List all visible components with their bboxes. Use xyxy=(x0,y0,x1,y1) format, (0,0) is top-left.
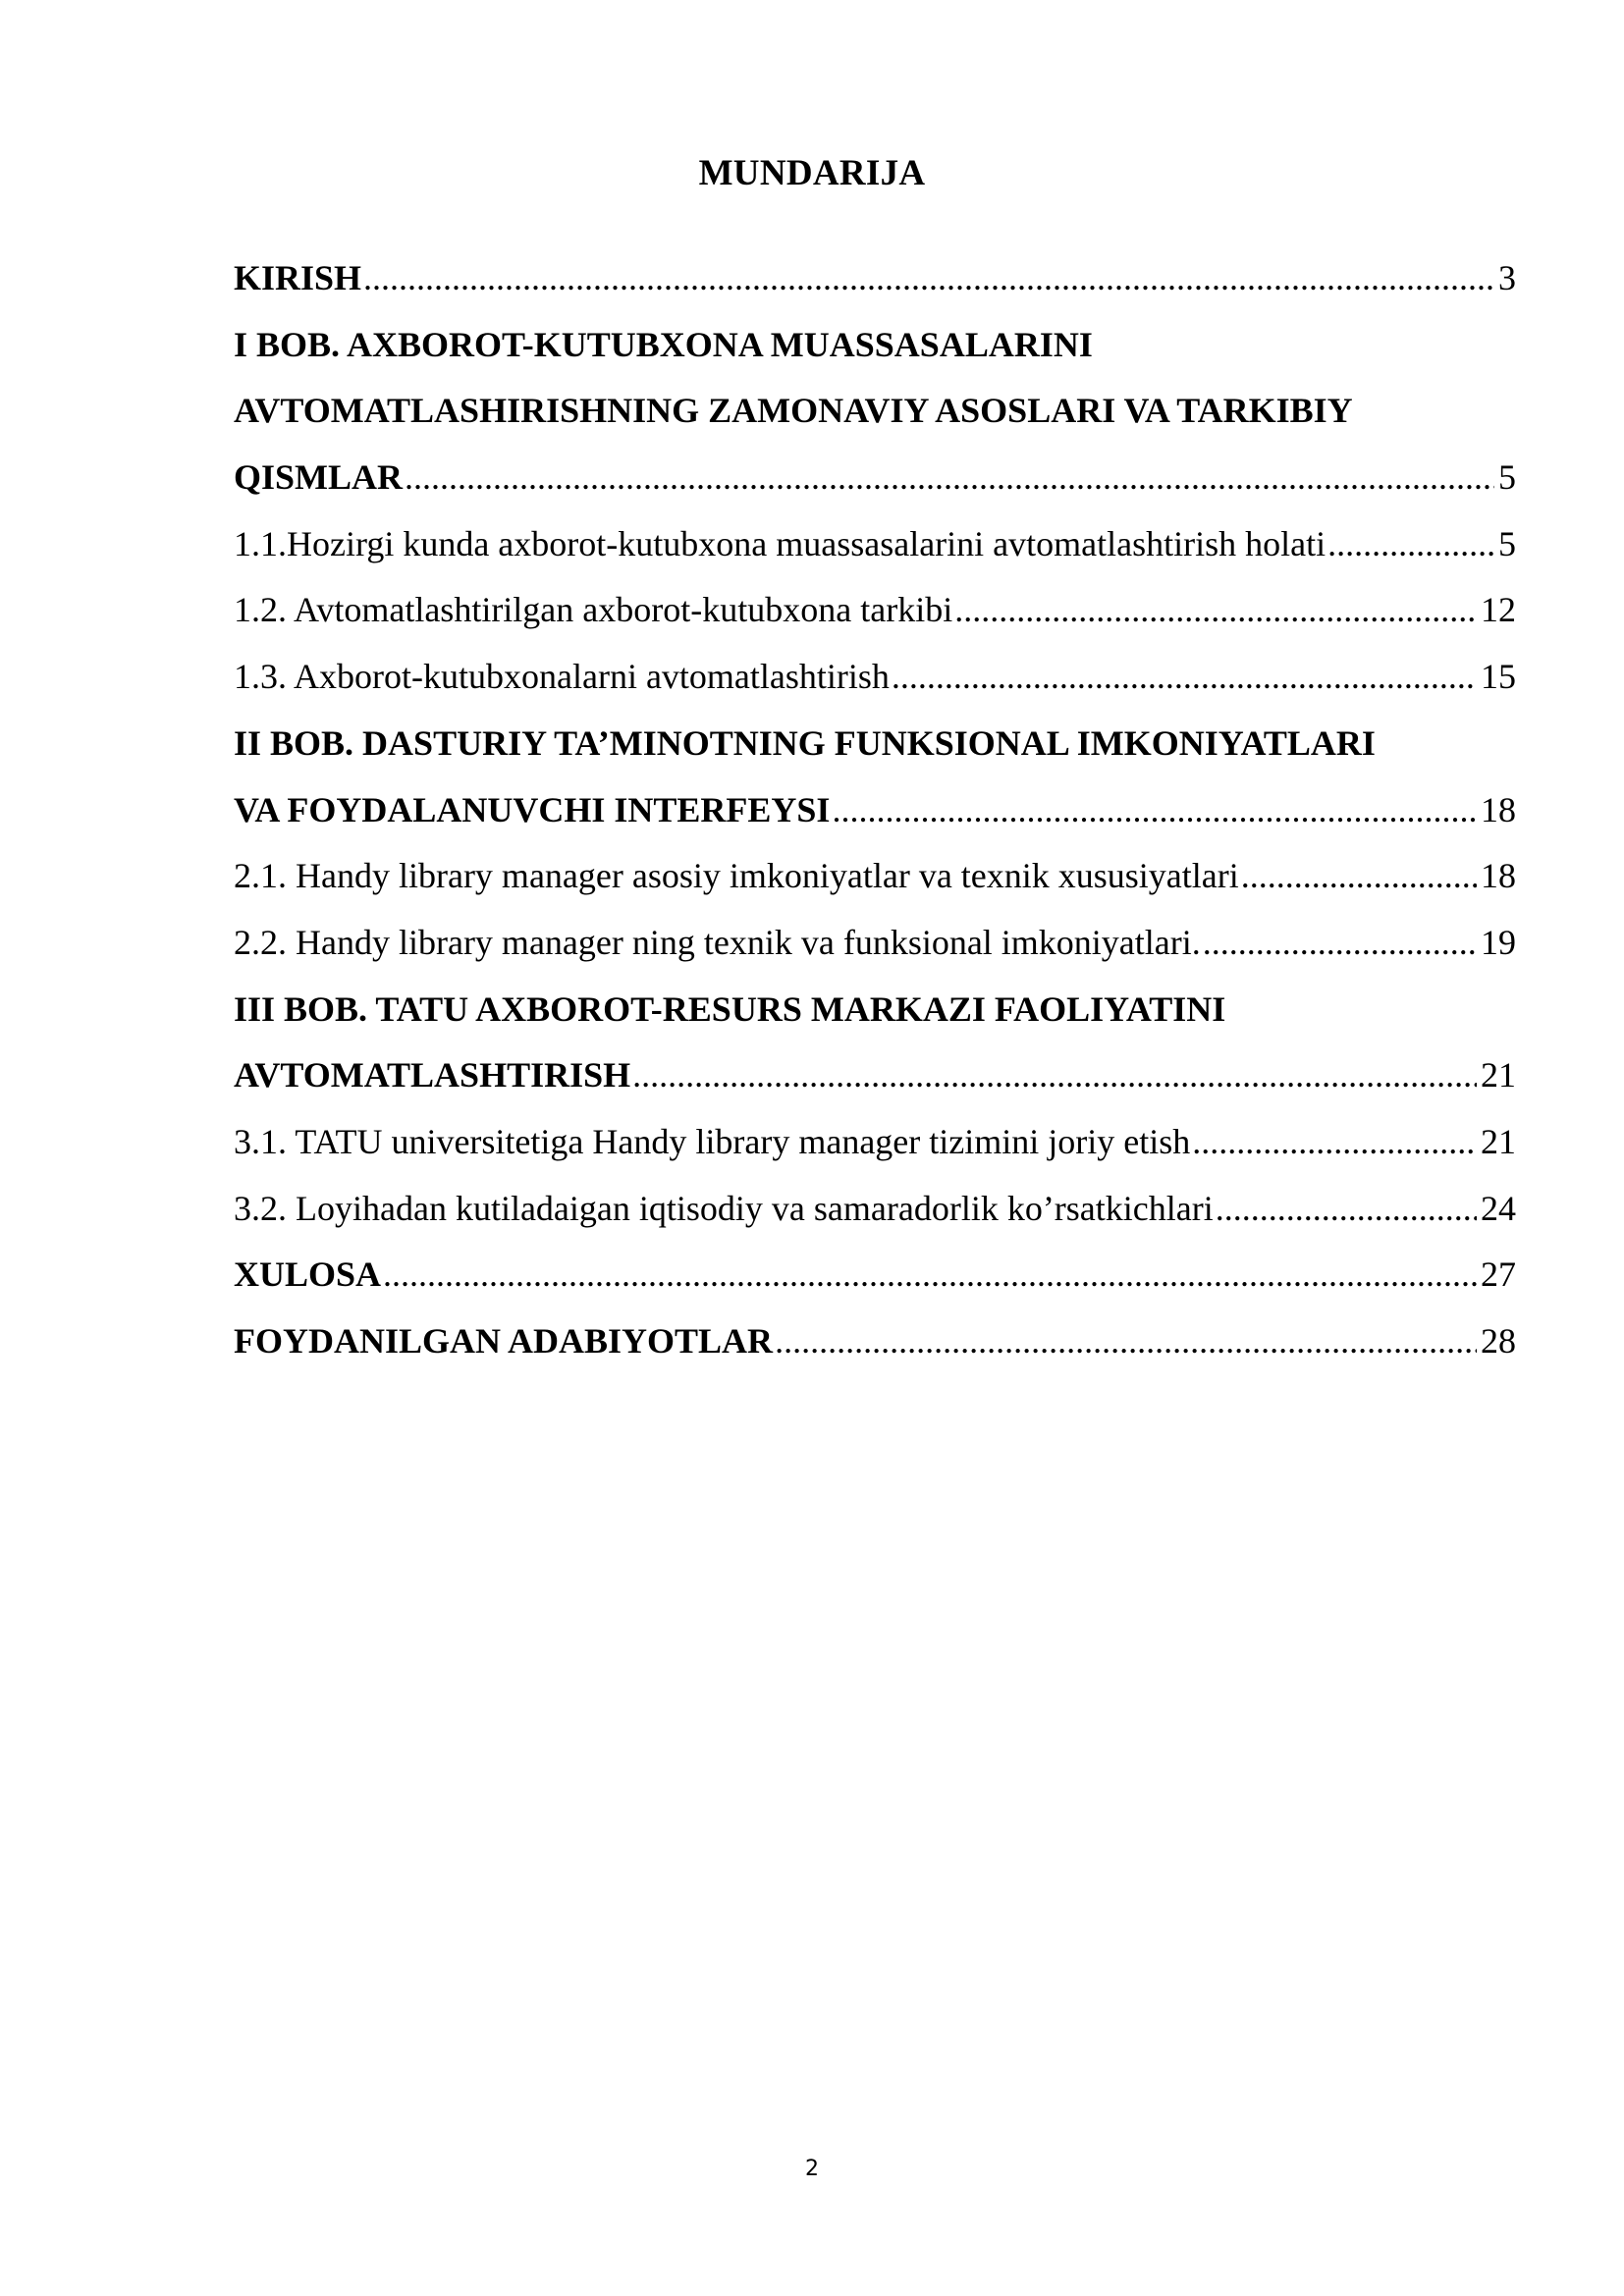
toc-entry[interactable] xyxy=(234,1308,1516,1375)
toc-leader-dots xyxy=(1241,843,1477,910)
toc-entry[interactable] xyxy=(234,1242,1516,1308)
toc-leader-dots xyxy=(383,1242,1477,1308)
toc-entry-page: 28 xyxy=(1481,1321,1516,1361)
toc-entry-text: 3.2. Loyihadan kutiladaigan iqtisodiy va samaradorlik ko’rsatkichlari xyxy=(234,1188,1214,1228)
toc-title: MUNDARIJA xyxy=(698,153,926,193)
toc-entry-page: 18 xyxy=(1481,789,1516,829)
toc-entry-text: I BOB. AXBOROT-KUTUBXONA MUASSASALARINI xyxy=(234,324,1093,364)
toc-leader-dots xyxy=(405,445,1494,511)
toc-leader-dots xyxy=(832,777,1477,844)
toc-entry-text: 1.2. Avtomatlashtirilgan axborot-kutubxona tarkibi xyxy=(234,590,953,630)
toc-leader-dots xyxy=(1327,511,1494,578)
toc-entry-page: 21 xyxy=(1481,1055,1516,1095)
toc-entry-text: VA FOYDALANUVCHI INTERFEYSI xyxy=(234,789,831,829)
toc-entry-text: 3.1. TATU universitetiga Handy library manager tizimini joriy etish xyxy=(234,1121,1191,1161)
toc-leader-dots xyxy=(632,1042,1477,1109)
toc-entry-page: 24 xyxy=(1481,1188,1516,1228)
toc-entry-text: 1.1.Hozirgi kunda axborot-kutubxona muassasalarini avtomatlashtirish holati xyxy=(234,523,1326,563)
toc-entry[interactable] xyxy=(234,1042,1516,1109)
toc-entry-text: QISMLAR xyxy=(234,457,404,498)
toc-entry-page: 27 xyxy=(1481,1255,1516,1295)
toc-entry-text: FOYDANILGAN ADABIYOTLAR xyxy=(234,1321,774,1361)
toc-entry-page: 12 xyxy=(1481,590,1516,630)
toc-leader-dots xyxy=(363,245,1494,312)
toc-entry-text: AVTOMATLASHTIRISH xyxy=(234,1055,631,1095)
toc-entry-text: XULOSA xyxy=(234,1255,382,1295)
toc-entry[interactable] xyxy=(234,445,1516,511)
toc-entry-text: 2.2. Handy library manager ning texnik va funksional imkoniyatlari. xyxy=(234,922,1201,962)
toc-leader-dots xyxy=(1203,910,1477,977)
toc-entry[interactable] xyxy=(234,312,1516,379)
toc-entry-text: 1.3. Axborot-kutubxonalarni avtomatlashtirish xyxy=(234,657,890,697)
toc-entry-page: 3 xyxy=(1498,258,1516,297)
toc-entry-text: KIRISH xyxy=(234,258,362,297)
page-number: 2 xyxy=(805,2157,819,2181)
toc-entry-text: III BOB. TATU AXBOROT-RESURS MARKAZI FAOLIYATINI xyxy=(234,988,1226,1029)
toc-entry-page: 18 xyxy=(1481,856,1516,896)
toc-entry[interactable] xyxy=(234,644,1516,711)
toc-entry[interactable] xyxy=(234,378,1516,445)
toc-entry[interactable] xyxy=(234,910,1516,977)
toc-entry[interactable] xyxy=(234,1176,1516,1243)
toc-entry[interactable] xyxy=(234,1109,1516,1176)
toc-entry[interactable] xyxy=(234,711,1516,777)
toc-leader-dots xyxy=(1216,1176,1477,1243)
toc-entry[interactable] xyxy=(234,843,1516,910)
table-of-contents xyxy=(234,245,1516,1375)
toc-entry[interactable] xyxy=(234,777,1516,844)
toc-entry-text: AVTOMATLASHIRISHNING ZAMONAVIY ASOSLARI VA TARKIBIY xyxy=(234,391,1353,431)
toc-entry-page: 5 xyxy=(1498,523,1516,563)
toc-entry[interactable] xyxy=(234,245,1516,312)
toc-entry-page: 19 xyxy=(1481,922,1516,962)
toc-entry-page: 21 xyxy=(1481,1121,1516,1161)
toc-leader-dots xyxy=(775,1308,1477,1375)
toc-leader-dots xyxy=(954,577,1477,644)
toc-entry-text: 2.1. Handy library manager asosiy imkoniyatlar va texnik xususiyatlari xyxy=(234,856,1239,896)
toc-entry[interactable] xyxy=(234,577,1516,644)
toc-leader-dots xyxy=(892,644,1477,711)
toc-leader-dots xyxy=(1192,1109,1477,1176)
toc-entry-page: 15 xyxy=(1481,657,1516,697)
toc-entry[interactable] xyxy=(234,511,1516,578)
toc-entry[interactable] xyxy=(234,977,1516,1043)
toc-entry-page: 5 xyxy=(1498,457,1516,498)
toc-entry-text: II BOB. DASTURIY TA’MINOTNING FUNKSIONAL IMKONIYATLARI xyxy=(234,722,1376,763)
